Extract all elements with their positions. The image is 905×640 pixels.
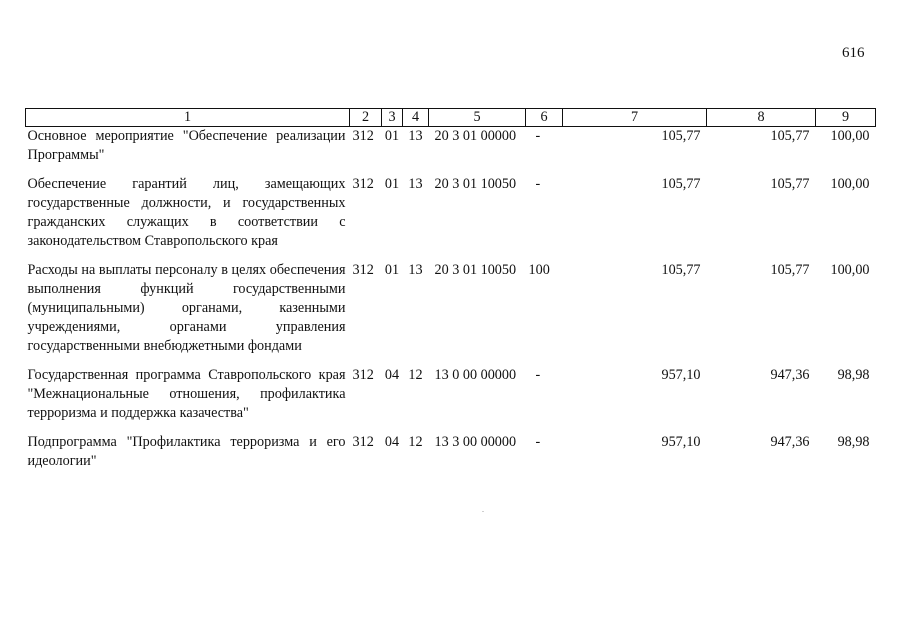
row-target-article: 20 3 01 10050	[434, 176, 517, 192]
row-ministry-code: 312	[352, 262, 374, 278]
row-executed: 947,36	[770, 367, 810, 383]
table-row	[26, 261, 876, 366]
table-row	[26, 433, 876, 481]
row-target-article: 20 3 01 00000	[434, 128, 517, 144]
row-planned: 105,77	[661, 128, 701, 144]
row-target-article: 13 3 00 00000	[434, 434, 517, 450]
row-expense-type: -	[535, 434, 541, 450]
row-section: 01	[384, 128, 400, 144]
row-subsection: 13	[408, 176, 423, 192]
row-executed: 947,36	[770, 434, 810, 450]
row-planned: 957,10	[661, 434, 701, 450]
row-planned: 957,10	[661, 367, 701, 383]
row-section: 01	[384, 176, 400, 192]
row-percent: 98,98	[837, 434, 870, 450]
column-header-2: 2	[350, 109, 382, 127]
budget-table	[25, 108, 876, 481]
row-name: Основное мероприятие "Обеспечение реализации Программы"	[27, 128, 346, 163]
row-expense-type: -	[535, 176, 541, 192]
row-executed: 105,77	[770, 262, 810, 278]
row-executed: 105,77	[770, 128, 810, 144]
row-name: Государственная программа Ставропольского края "Межнациональные отношения, профилактика терроризма и поддержка казачества"	[27, 367, 346, 421]
row-name: Расходы на выплаты персоналу в целях обеспечения выполнения функций государственными (муниципальными) органами, казенными учреждениями, органами управления государственными внебюджетными фондами	[27, 262, 346, 354]
row-expense-type: 100	[528, 262, 550, 278]
row-section: 04	[384, 367, 400, 383]
row-percent: 100,00	[830, 176, 870, 192]
table-row	[26, 175, 876, 261]
column-header-9: 9	[816, 109, 876, 127]
row-percent: 100,00	[830, 128, 870, 144]
column-header-3: 3	[382, 109, 403, 127]
row-section: 04	[384, 434, 400, 450]
column-header-7: 7	[563, 109, 707, 127]
header-row	[26, 109, 876, 127]
row-subsection: 13	[408, 262, 423, 278]
row-percent: 98,98	[837, 367, 870, 383]
row-subsection: 13	[408, 128, 423, 144]
column-header-6: 6	[526, 109, 563, 127]
row-section: 01	[384, 262, 400, 278]
row-ministry-code: 312	[352, 128, 374, 144]
page-number: 616	[842, 45, 865, 61]
column-header-5: 5	[429, 109, 526, 127]
table-row	[26, 366, 876, 433]
row-ministry-code: 312	[352, 176, 374, 192]
row-planned: 105,77	[661, 176, 701, 192]
row-expense-type: -	[535, 128, 541, 144]
row-subsection: 12	[408, 367, 423, 383]
row-executed: 105,77	[770, 176, 810, 192]
row-ministry-code: 312	[352, 434, 374, 450]
column-header-8: 8	[707, 109, 816, 127]
row-ministry-code: 312	[352, 367, 374, 383]
scan-artifact	[482, 511, 484, 512]
column-header-4: 4	[403, 109, 429, 127]
row-target-article: 20 3 01 10050	[434, 262, 517, 278]
row-name: Подпрограмма "Профилактика терроризма и его идеологии"	[27, 434, 346, 469]
row-percent: 100,00	[830, 262, 870, 278]
table-row	[26, 127, 876, 176]
row-planned: 105,77	[661, 262, 701, 278]
row-target-article: 13 0 00 00000	[434, 367, 517, 383]
row-expense-type: -	[535, 367, 541, 383]
column-header-1: 1	[26, 109, 350, 127]
row-subsection: 12	[408, 434, 423, 450]
row-name: Обеспечение гарантий лиц, замещающих государственные должности, и государственных гражданских служащих в соответствии с законодательством Ставропольского края	[27, 176, 346, 249]
